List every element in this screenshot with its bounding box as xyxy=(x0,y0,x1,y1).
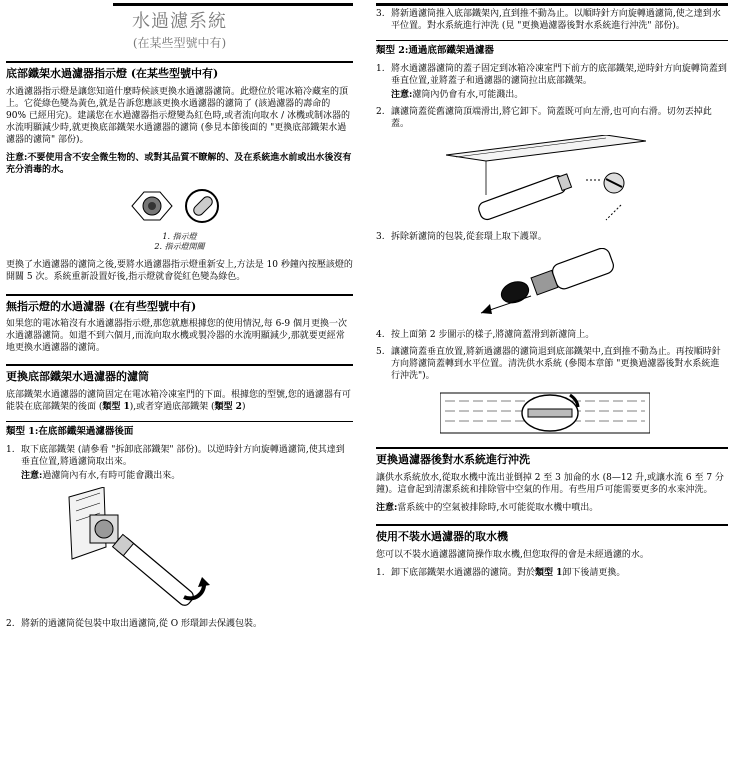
section-heading-flush: 更換過濾器後對水系統進行沖洗 xyxy=(376,447,728,468)
type2-steps xyxy=(376,63,728,130)
type1-filter-illustration xyxy=(64,487,234,612)
indicator-light-illustration xyxy=(120,182,240,230)
type1-steps xyxy=(6,444,353,482)
list-item: 2. 讓濾筒蓋從舊濾筒頂端滑出,將它卸下。筒蓋既可向左滑,也可向右滑。切勿丟掉此蓋。 xyxy=(376,106,712,129)
type2-steps-b xyxy=(376,231,728,243)
caption-indicator: 1. 指示燈 xyxy=(162,232,197,242)
section-heading-no-filter: 使用不裝水過濾器的取水機 xyxy=(376,524,728,545)
type2-cap-illustration xyxy=(446,135,646,225)
type1-steps-cont xyxy=(6,618,353,630)
right-column xyxy=(376,8,728,584)
indicator-light-icon xyxy=(132,192,172,220)
type1-heading: 類型 1:在底部鐵架過濾器後面 xyxy=(6,421,353,439)
indicator-paragraph: 水過濾器指示燈是讓您知道什麼時候該更換水過濾器濾筒。此燈位於電冰箱冷藏室的頂上。它從綠色變為黃色,就是告訴您應該更換水過濾器的濾筒了 (該過濾器的壽命的 90% 已經用完)。建議您在水過濾器指示燈變為紅色時,或者流向取水 / 冰機或制冰器的水流明顯減少時,就更換底部鐵架水過濾器的濾筒 (參見本節後面的 "更換底部鐵架水過濾器的濾筒" 部份)。 xyxy=(6,86,350,146)
type2-insert-illustration xyxy=(440,387,650,437)
list-item: 4. 按上面第 2 步圖示的樣子,將濾筒蓋滑到新濾筒上。 xyxy=(376,330,595,341)
type2-steps-c xyxy=(376,329,728,382)
section-heading-no-indicator: 無指示燈的水過濾器 (在有些型號中有) xyxy=(6,294,353,315)
type2-unwrap-illustration xyxy=(476,248,626,323)
list-item: 3. 拆除新濾筒的包裝,從套環上取下護罩。 xyxy=(376,232,547,243)
flush-note: 注意:當系統中的空氣被排除時,水可能從取水機中噴出。 xyxy=(376,503,599,514)
list-item: 1. 取下底部鐵架 (請參看 "拆卸底部鐵架" 部份)。以逆時針方向旋轉過濾筒,使其達到垂直位置,將過濾筒取出來。 注意:過濾筒內有水,有時可能會濺出來。 xyxy=(6,444,353,482)
list-item: 1. 卸下底部鐵架水過濾器的濾筒。對於類型 1卸下後請更換。 xyxy=(376,567,626,578)
flush-paragraph: 讓供水系統放水,從取水機中流出並倒掉 2 至 3 加侖的水 (8—12 升,或讓水流 6 至 7 分鐘)。這會起到清潔系統和排除管中空氣的作用。有些用戶可能需要更多的水來沖洗。 xyxy=(376,473,724,496)
caption-switch: 2. 指示燈開關 xyxy=(154,241,205,251)
section-heading-indicator: 底部鐵架水過濾器指示燈 (在某些型號中有) xyxy=(6,61,353,82)
page-subtitle: (在某些型號中有) xyxy=(132,36,227,51)
indicator-switch-icon xyxy=(186,190,218,222)
page-title: 水過濾系統 xyxy=(132,11,227,32)
list-item: 2. 將新的過濾筒從包裝中取出過濾筒,從 O 形環卸去保護包裝。 xyxy=(6,619,262,630)
list-item: 3. 將新過濾筒推入底部鐵架內,直到推不動為止。以順時針方向旋轉過濾筒,使之達到水平位置。對水系統進行沖洗 (見 "更換過濾器後對水系統進行沖洗" 部份)。 xyxy=(376,9,721,32)
replace-paragraph: 底部鐵架水過濾器的濾筒固定在電冰箱冷凍室門的下面。根據您的型號,您的過濾器有可能裝在底部鐵架的後面 (類型 1),或者穿過底部鐵架 (類型 2) xyxy=(6,390,351,413)
no-indicator-paragraph: 如果您的電冰箱沒有水過濾器指示燈,那您就應根據您的使用情況,每 6-9 個月更換一次水過濾器濾筒。如還不到六個月,而流向取水機或製冷器的水流明顯減少,那就要更經常地更換水過濾器的濾筒。 xyxy=(6,319,347,354)
type1-step3 xyxy=(376,8,728,32)
top-rule-right xyxy=(376,3,728,6)
safety-warning: 注意:不要使用含不安全微生物的、或對其品質不瞭解的、及在系統進水前或出水後沒有充分消毒的水。 xyxy=(6,153,352,176)
list-item: 1. 將水過濾器濾筒的蓋子固定到冰箱冷凍室門下前方的底部鐵架,逆時針方向旋轉筒蓋到垂直位置,並將蓋子和過濾器的濾筒拉出底部鐵架。 注意:濾筒內仍會有水,可能濺出。 xyxy=(376,63,727,100)
no-filter-steps xyxy=(376,567,728,579)
list-item: 5. 讓濾筒蓋垂直放置,將新過濾器的濾筒退到底部鐵架中,直到推不動為止。再按順時針方向將濾筒蓋轉到水平位置。清洗供水系統 (參閱本章節 "更換過濾器後對水系統進行沖洗")。 xyxy=(376,347,721,382)
reset-paragraph: 更換了水過濾器的濾筒之後,要將水過濾器指示燈重新安上,方法是 10 秒鐘內按壓該燈的開關 5 次。系統重新設置好後,指示燈就會從紅色變為綠色。 xyxy=(6,260,353,283)
type1-note: 注意:過濾筒內有水,有時可能會濺出來。 xyxy=(21,471,181,482)
type2-note: 注意:濾筒內仍會有水,可能濺出。 xyxy=(391,89,524,100)
no-filter-paragraph: 您可以不裝水過濾器濾筒操作取水機,但您取得的會是未經過濾的水。 xyxy=(376,549,649,560)
section-heading-replace: 更換底部鐵架水過濾器的濾筒 xyxy=(6,364,353,385)
type2-heading: 類型 2:通過底部鐵架過濾器 xyxy=(376,40,728,58)
left-column xyxy=(6,0,353,635)
